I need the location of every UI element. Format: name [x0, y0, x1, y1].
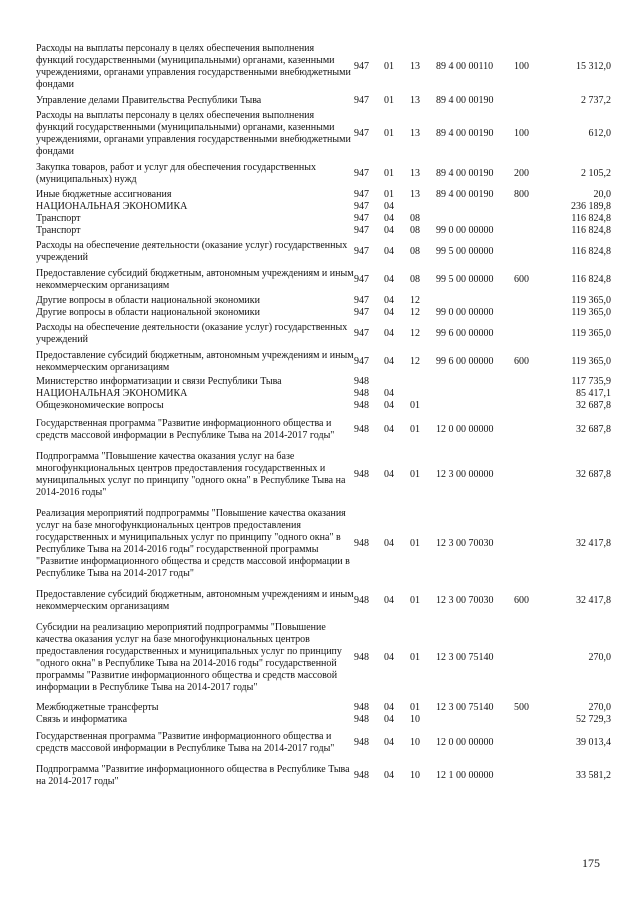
table-row: [36, 189, 611, 201]
row-cs: 89 4 00 00190: [436, 189, 494, 200]
row-amount: 32 687,8: [576, 400, 611, 411]
row-ved: 947: [354, 168, 369, 179]
row-name: Транспорт: [36, 225, 81, 236]
row-vr: 800: [514, 189, 529, 200]
row-amount: 117 735,9: [571, 376, 611, 387]
row-amount: 119 365,0: [571, 295, 611, 306]
row-pr: 12: [410, 328, 420, 339]
row-pr: 01: [410, 424, 420, 435]
row-ved: 948: [354, 702, 369, 713]
table-row: [36, 400, 611, 418]
table-row: [36, 225, 611, 240]
table-row: [36, 268, 611, 295]
row-vr: 500: [514, 702, 529, 713]
row-rz: 04: [384, 538, 394, 549]
row-pr: 01: [410, 400, 420, 411]
row-name: Предоставление субсидий бюджетным, автономным учреждениям и иным некоммерческим организациям: [36, 350, 354, 373]
row-name: Государственная программа "Развитие информационного общества и средств массовой информации в Республике Тыва на 2014-2017 годы": [36, 418, 335, 441]
row-name: Межбюджетные трансферты: [36, 702, 159, 713]
row-rz: 04: [384, 274, 394, 285]
row-cs: 89 4 00 00190: [436, 128, 494, 139]
row-cs: 12 0 00 00000: [436, 737, 494, 748]
row-vr: 600: [514, 356, 529, 367]
row-vr: 200: [514, 168, 529, 179]
row-amount: 32 417,8: [576, 538, 611, 549]
row-cs: 12 3 00 75140: [436, 652, 494, 663]
row-amount: 2 105,2: [581, 168, 611, 179]
row-vr: [514, 322, 551, 350]
row-cs: [436, 201, 514, 213]
row-name: Управление делами Правительства Республики Тыва: [36, 95, 262, 106]
row-cs: 12 1 00 00000: [436, 770, 494, 781]
row-pr: 13: [410, 168, 420, 179]
table-row: [36, 622, 611, 702]
row-name: Расходы на выплаты персоналу в целях обеспечения выполнения функций государственными (муниципальными) органами, казенными учреждениями, органами управления государственными внебюджетными фондами: [36, 43, 351, 90]
row-cs: 99 5 00 00000: [436, 274, 494, 285]
row-name: НАЦИОНАЛЬНАЯ ЭКОНОМИКА: [36, 388, 188, 399]
row-amount: 119 365,0: [571, 328, 611, 339]
table-row: [36, 764, 611, 788]
row-rz: 04: [384, 328, 394, 339]
table-row: [36, 376, 611, 388]
row-vr: [514, 508, 551, 589]
table-row: [36, 451, 611, 508]
row-rz: 04: [384, 737, 394, 748]
row-amount: 612,0: [588, 128, 611, 139]
row-amount: 85 417,1: [576, 388, 611, 399]
row-name: Государственная программа "Развитие информационного общества и средств массовой информации в Республике Тыва на 2014-2017 годы": [36, 731, 335, 754]
row-rz: 04: [384, 469, 394, 480]
row-cs: [436, 213, 514, 225]
row-ved: 948: [354, 538, 369, 549]
row-pr: 08: [410, 274, 420, 285]
row-name: Расходы на выплаты персоналу в целях обеспечения выполнения функций государственными (муниципальными) органами, казенными учреждениями, органами управления государственными внебюджетными фондами: [36, 110, 351, 157]
row-vr: [514, 225, 551, 240]
row-rz: 04: [384, 702, 394, 713]
row-cs: 12 3 00 75140: [436, 702, 494, 713]
row-ved: 948: [354, 376, 369, 387]
row-rz: 04: [384, 400, 394, 411]
row-ved: 948: [354, 424, 369, 435]
row-name: Предоставление субсидий бюджетным, автономным учреждениям и иным некоммерческим организациям: [36, 589, 354, 612]
table-row: [36, 589, 611, 622]
row-rz: [384, 376, 410, 388]
row-ved: 948: [354, 652, 369, 663]
row-ved: 947: [354, 201, 369, 212]
row-rz: 04: [384, 770, 394, 781]
row-amount: 33 581,2: [576, 770, 611, 781]
row-ved: 947: [354, 328, 369, 339]
row-cs: 99 5 00 00000: [436, 246, 494, 257]
row-cs: 89 4 00 00190: [436, 95, 494, 106]
row-ved: 947: [354, 274, 369, 285]
row-ved: 948: [354, 714, 369, 725]
row-pr: 01: [410, 702, 420, 713]
row-amount: 32 687,8: [576, 424, 611, 435]
table-row: [36, 240, 611, 268]
row-amount: 15 312,0: [576, 61, 611, 72]
row-ved: 948: [354, 595, 369, 606]
row-vr: [514, 376, 551, 388]
row-cs: 99 0 00 00000: [436, 225, 494, 236]
row-vr: [514, 714, 551, 731]
table-row: [36, 702, 611, 714]
table-row: [36, 295, 611, 307]
row-rz: 04: [384, 652, 394, 663]
row-ved: 948: [354, 737, 369, 748]
row-rz: 04: [384, 356, 394, 367]
row-amount: 116 824,8: [571, 213, 611, 224]
row-amount: 2 737,2: [581, 95, 611, 106]
row-pr: 13: [410, 61, 420, 72]
row-cs: 89 4 00 00110: [436, 61, 494, 72]
row-pr: 10: [410, 737, 420, 748]
row-amount: 52 729,3: [576, 714, 611, 725]
row-rz: 04: [384, 246, 394, 257]
row-amount: 116 824,8: [571, 225, 611, 236]
row-vr: [514, 240, 551, 268]
row-pr: 13: [410, 128, 420, 139]
row-cs: [436, 388, 514, 400]
row-ved: 948: [354, 400, 369, 411]
row-cs: 99 6 00 00000: [436, 356, 494, 367]
row-amount: 116 824,8: [571, 246, 611, 257]
row-amount: 32 417,8: [576, 595, 611, 606]
row-vr: [514, 95, 551, 110]
budget-table-body: [36, 43, 611, 788]
row-rz: 04: [384, 714, 394, 725]
row-vr: [514, 388, 551, 400]
row-pr: [410, 388, 436, 400]
row-vr: [514, 201, 551, 213]
row-cs: 99 0 00 00000: [436, 307, 494, 318]
table-row: [36, 162, 611, 189]
row-pr: 10: [410, 770, 420, 781]
row-cs: 89 4 00 00190: [436, 168, 494, 179]
row-name: Реализация мероприятий подпрограммы "Повышение качества оказания услуг на базе многофункциональных центров предоставления государственных и муниципальных услуг по принципу "одного окна" в Республике Тыва на 2014-2016 годы" государственной программы "Развитие информационного общества и средств массовой информации в Республике Тыва на 2014-2017 годы": [36, 508, 350, 579]
row-pr: 10: [410, 714, 420, 725]
row-ved: 947: [354, 307, 369, 318]
row-pr: [410, 201, 436, 213]
row-pr: 13: [410, 95, 420, 106]
row-vr: 600: [514, 595, 529, 606]
row-pr: 12: [410, 295, 420, 306]
row-name: Подпрограмма "Повышение качества оказания услуг на базе многофункциональных центров предоставления государственных и муниципальных услуг по принципу "одного окна" в Республике Тыва на 2014-2016 годы": [36, 451, 346, 498]
row-name: Другие вопросы в области национальной экономики: [36, 307, 260, 318]
row-cs: 12 3 00 70030: [436, 595, 494, 606]
row-pr: 08: [410, 225, 420, 236]
row-rz: 04: [384, 424, 394, 435]
row-rz: 04: [384, 595, 394, 606]
row-ved: 947: [354, 213, 369, 224]
row-pr: 01: [410, 652, 420, 663]
row-name: Иные бюджетные ассигнования: [36, 189, 172, 200]
table-row: [36, 350, 611, 376]
row-name: Субсидии на реализацию мероприятий подпрограммы "Повышение качества оказания услуг на базе многофункциональных центров предоставления государственных и муниципальных услуг по принципу "одного окна" в Республике Тыва на 2014-2016 годы" государственной программы "Развитие информационного общества и средств массовой информации в Республике Тыва на 2014-2017 годы": [36, 622, 342, 693]
table-row: [36, 731, 611, 764]
row-vr: [514, 213, 551, 225]
row-cs: [436, 400, 514, 418]
row-amount: 20,0: [593, 189, 611, 200]
row-vr: [514, 451, 551, 508]
row-rz: 04: [384, 225, 394, 236]
row-pr: 08: [410, 213, 420, 224]
row-pr: 01: [410, 538, 420, 549]
row-rz: 04: [384, 213, 394, 224]
row-rz: 01: [384, 128, 394, 139]
row-ved: 947: [354, 61, 369, 72]
row-ved: 948: [354, 388, 369, 399]
table-row: [36, 213, 611, 225]
row-rz: 04: [384, 388, 394, 399]
row-vr: 100: [514, 128, 529, 139]
table-row: [36, 201, 611, 213]
table-row: [36, 43, 611, 95]
row-name: Закупка товаров, работ и услуг для обеспечения государственных (муниципальных) нужд: [36, 162, 317, 185]
row-vr: [514, 307, 551, 322]
row-cs: 12 0 00 00000: [436, 424, 494, 435]
row-pr: 13: [410, 189, 420, 200]
row-amount: 32 687,8: [576, 469, 611, 480]
row-rz: 01: [384, 61, 394, 72]
table-row: [36, 418, 611, 451]
row-name: НАЦИОНАЛЬНАЯ ЭКОНОМИКА: [36, 201, 188, 212]
row-rz: 04: [384, 201, 394, 212]
row-name: Другие вопросы в области национальной экономики: [36, 295, 260, 306]
row-pr: 12: [410, 356, 420, 367]
row-cs: [436, 376, 514, 388]
row-vr: [514, 731, 551, 764]
row-rz: 01: [384, 168, 394, 179]
table-row: [36, 110, 611, 162]
row-ved: 947: [354, 95, 369, 106]
row-cs: 12 3 00 70030: [436, 538, 494, 549]
table-row: [36, 307, 611, 322]
row-amount: 119 365,0: [571, 307, 611, 318]
row-ved: 947: [354, 225, 369, 236]
row-cs: 99 6 00 00000: [436, 328, 494, 339]
row-rz: 04: [384, 307, 394, 318]
row-amount: 236 189,8: [571, 201, 611, 212]
table-row: [36, 95, 611, 110]
table-row: [36, 388, 611, 400]
row-name: Предоставление субсидий бюджетным, автономным учреждениям и иным некоммерческим организациям: [36, 268, 354, 291]
row-amount: 119 365,0: [571, 356, 611, 367]
row-vr: 600: [514, 274, 529, 285]
row-cs: [436, 295, 514, 307]
table-row: [36, 508, 611, 589]
row-rz: 01: [384, 95, 394, 106]
row-ved: 948: [354, 770, 369, 781]
row-ved: 947: [354, 246, 369, 257]
row-pr: 01: [410, 595, 420, 606]
row-amount: 270,0: [588, 702, 611, 713]
row-name: Связь и информатика: [36, 714, 128, 725]
row-name: Общеэкономические вопросы: [36, 400, 164, 411]
row-ved: 947: [354, 356, 369, 367]
row-vr: [514, 400, 551, 418]
row-ved: 947: [354, 128, 369, 139]
row-pr: 01: [410, 469, 420, 480]
row-rz: 01: [384, 189, 394, 200]
table-row: [36, 714, 611, 731]
row-vr: [514, 764, 551, 788]
budget-table: [36, 43, 611, 788]
row-vr: [514, 295, 551, 307]
row-pr: 08: [410, 246, 420, 257]
row-rz: 04: [384, 295, 394, 306]
row-pr: 12: [410, 307, 420, 318]
page-number: 175: [582, 856, 600, 870]
row-ved: 947: [354, 295, 369, 306]
row-cs: [436, 714, 514, 731]
row-name: Подпрограмма "Развитие информационного общества в Республике Тыва на 2014-2017 годы": [36, 764, 350, 787]
row-name: Транспорт: [36, 213, 81, 224]
row-ved: 947: [354, 189, 369, 200]
row-amount: 39 013,4: [576, 737, 611, 748]
row-pr: [410, 376, 436, 388]
row-amount: 116 824,8: [571, 274, 611, 285]
row-cs: 12 3 00 00000: [436, 469, 494, 480]
row-name: Министерство информатизации и связи Республики Тыва: [36, 376, 282, 387]
row-vr: 100: [514, 61, 529, 72]
row-vr: [514, 622, 551, 702]
row-name: Расходы на обеспечение деятельности (оказание услуг) государственных учреждений: [36, 240, 348, 263]
row-name: Расходы на обеспечение деятельности (оказание услуг) государственных учреждений: [36, 322, 348, 345]
row-vr: [514, 418, 551, 451]
row-ved: 948: [354, 469, 369, 480]
row-amount: 270,0: [588, 652, 611, 663]
table-row: [36, 322, 611, 350]
